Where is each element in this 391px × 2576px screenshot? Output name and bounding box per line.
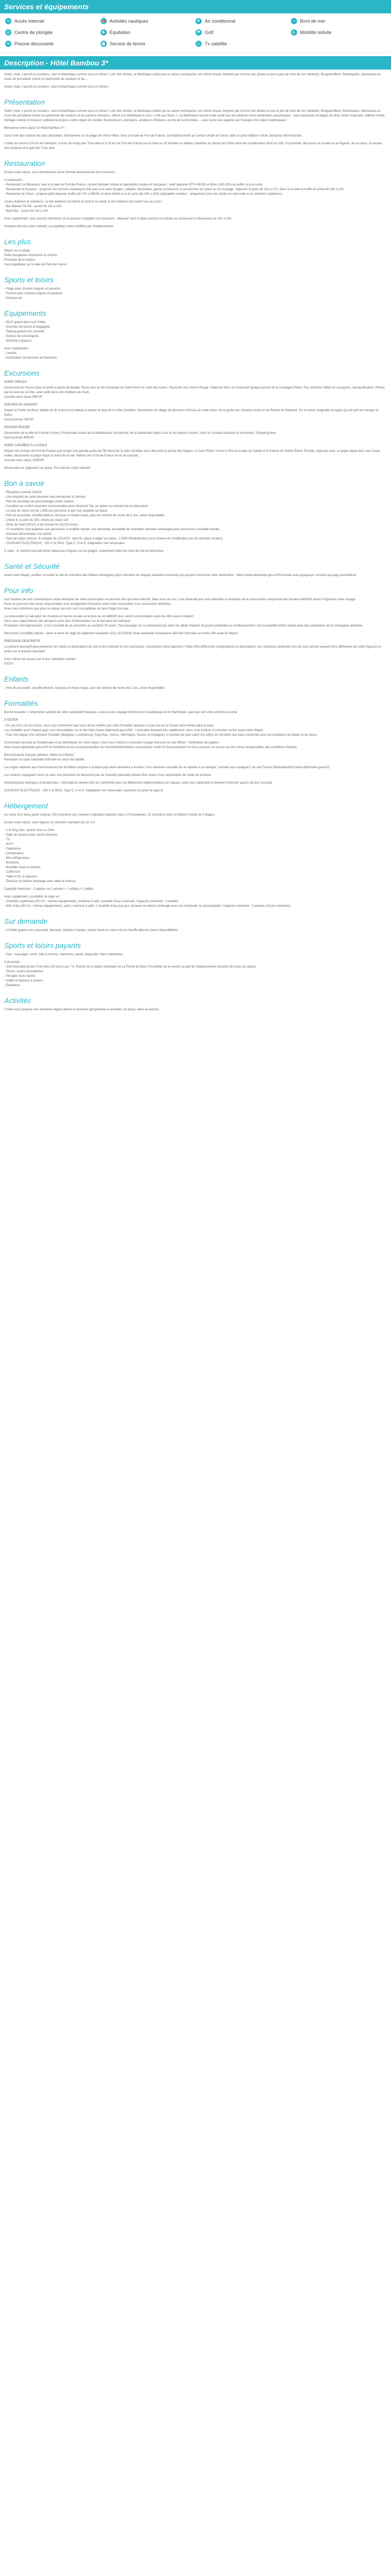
paragraph: Dans l'une des stations les plus attractives, directement sur la plage de l'Anse Mitan, face à la baie de Fort-de-France, cet établissement au confort simple et coloré, dans le pure tradition créole, fantaisies décontractée.: [4, 134, 302, 138]
paragraph: - Prêt de poussette, chauffe-biberon, berceau et chaise haute, pour les enfants de moins de 2 ans, selon disponibilité.: [4, 687, 166, 690]
section-title: Restauration: [4, 159, 45, 167]
paragraph: Réservation et règlement sur place. Prix donnés à titre indicatif.: [4, 467, 91, 470]
paragraph: Départ la Pointe du Bout, balade de 3h à bord d'un bateau à moteur le long de la Côte Caraïbes. Découverte du village de pêcheurs d'Anses-au-voile-Noire, de la grotte aux chauves-souris et du Rocher du Diamant. Sur le retour, baignade au lagon (jus de grill de mangue et fruits). Demi-journée 75EUR: [4, 409, 379, 421]
pool-icon: ≋: [5, 41, 11, 47]
amenity-label: Tv satellite: [205, 41, 227, 46]
paragraph: L'hôtel se trouve à 20 km de l'aéroport, à 4 km du bourg des Trois-Ilets et à 32 km de Fort-de-France par la route ou 30 minutes en bateau (navettes au départ de l'hôtel entre les coordonnées 6h30 et 22h). À proximité, découvrez le musée de la Pagerie, de la canne, la savane des esclaves et le golf des Trois Ilets.: [4, 142, 382, 150]
intro-paragraph: Soleil, mule, li punch et cocotiers, voici la Martinique comme vous en rêviez ! Loin des clichés, la Martinique séduit par sa nature verdoyante, son climat chaud, tempéré par la brise des alizées et par la joie de vivre de ses habitants. Bougainvilliers, flamboyants, allamandas et roses de porcelaine créent un patchwork de couleurs et de ...: [4, 73, 381, 81]
subsection-title: ROCHER DU DIAMANT: [4, 403, 38, 406]
paragraph: Avant votre départ, veuillez consulter le site du ministère des Affaires étrangères pour connaître les risques sanitaires éventuels qui peuvent concerner votre destination : https://www.diplomatie.gouv.fr/fr/conseils-aux-voyageurs/ conseils-par-pays-destination/: [4, 574, 356, 577]
paragraph: - En cas d'un vol non inclus, vous vous informerez que vous devez vérifier que votre formalité sanitaire n'a pas lieu et se trouve votre entrée dans le pays. Les modalités pour chaque pays sont consultables sur le site https://www.diplomatie.gouv.fr/fr/ : L'actualité évoluant très rapidement, nous vous invitons à consulter ce lien avant votre départ. - Pour tout départ d'un aéroport frontalier (Belgique, Luxembourg, Pays-Bas, Suisse, Allemagne, Suisse ou Espagne), il convient de faire valoir vos effets du ministère des pays concernés pour les conditions de départ et de retour.: [4, 724, 318, 737]
amenity-label: Activités nautiques: [109, 19, 149, 24]
amenity-label: Piscine découverte: [14, 41, 54, 46]
paragraph: Votre séjour est assuré par le tour opérateur suivant : EXOTI: [4, 658, 77, 666]
description-content: [0, 70, 391, 1012]
diving-icon: ◎: [5, 29, 11, 36]
paragraph: Horaires donnés à titre indicatif, susceptibles d'être modifiés par l'établissement.: [4, 225, 114, 228]
subsection-title: SENTIER ÉPICÉE: [4, 426, 30, 429]
description-header: Description - Hôtel Bambou 3*: [0, 56, 391, 70]
paragraph: Séjour sur la plage Petits bungalows charmants et colorés Proximité de la marina Vue magnifique sur la baie de Fort-de-France: [4, 249, 67, 266]
amenity-label: Service de tennis: [109, 41, 145, 46]
amenity-item: [196, 18, 291, 25]
amenity-item: [101, 29, 196, 36]
section-title: Pour info: [4, 586, 34, 595]
amenity-item: [291, 18, 386, 25]
paragraph: 2 restaurants : - Restaurant Le Boukarou, face à la baie de Fort-de-France, cuisine familiale simple et spécialités créoles et françaises : petit déjeuner (07h-09h30) et dîner (19h-22h) au buffet ou à la carte. - Restaurant le Kanaoa* : proposé une formule snacking le midi avec à la carte burgers, salades, brochettes, glaces et boissons à consommer sur place ou sur la plage : déjeuner et plats de 12h à 17h, dîner à la carte et buffet et soirée de 19h à 22h. - Restaurant le Citron : propose petit-déjeuner buffet (de 07h à 09h30) et dîner buffet ou à la carte (de 19h à 22h) (spécialités créoles) : uniquement pour les clients en mini-suite et en chambre supérieure.: [4, 179, 345, 196]
section-title: Enfants: [4, 675, 29, 683]
paragraph: Départ vers la baie de Fort-de-France puis longer une grande partie de l'Île Nord par la côte Caraïbes pour découvrir la pointe des Nègres, la Case Pilote, l'Anse à l'Âne et la baie du Carbet et la Poterie de Sainte-Pierre. Ensuite, déjeuner avec un pique-nique dans une crique isolée, découverte et pique-nique au bord de la mer. Retour vers Fort-de-France en fin de journée. Journée avec repas 120EUR: [4, 450, 380, 462]
wheelchair-icon: ♿: [291, 29, 297, 36]
paragraph: COURANT ÉLECTRIQUE : 230 V et 50Hz. Type C, D et E. Adaptateur non nécessaire sauf pour les prise de type D.: [4, 789, 164, 792]
paragraph: - 1 lit King Size, Queen Size ou Twin. - Salle de douche avec sèche-cheveux. - TV. - Wi-Fi. - Téléphone. - Climatisation. - Mini-réfrigérateur. - Bouilloire. - Bouteille d'eau à l'arrivée. - Coffre-fort. - Table et lits à repasser. - Terrasse ou balcon aménagé avec table et chaises.: [4, 829, 77, 883]
amenity-item: [101, 18, 196, 25]
paragraph: Bienvenue votre séjour à l'Hôtel Bambou 3* !: [4, 127, 66, 130]
horse-icon: ♞: [101, 29, 107, 36]
paragraph: Concernant l'accueil au Guadeloupe et au Martinique sur votre séjour, nous vous invitons à consulter la page d'accueil du site officiel : Vérification de papiers. https://www.diplomatie.gouv.fr/fr/ le ministère et ses nouveaux/quelles du ministère/informations coronavirus/ covid-19 Gouvernement ne nous pouvons en aucun cas être tenus responsables des conditions d'entrée.: [4, 741, 298, 749]
boat-icon: ⛵: [101, 19, 106, 23]
amenity-item: [5, 29, 101, 36]
amenity-label: Centre de plongée: [14, 30, 53, 35]
subsection-title: À NOTER: [4, 719, 18, 722]
paragraph: Découverte de la ville de Fort-de-France. Promenade autour de la bibliothèque Schoelcher, de la cathédrale Saint-Louis et du marché couvert, riche en couleurs parfums et rencontres. Shopping libre. Demi-journée 46EUR: [4, 432, 277, 439]
amenity-item: [196, 40, 291, 47]
paragraph: Les mineurs voyageant seuls ou avec une personne ne disposant pas de l'autorité parentale doivent être munis d'une autorisation de sortie de territoire.: [4, 774, 212, 777]
paragraph: Soleil, mule, li punch et cocotiers, voici la Martinique comme vous en rêviez ! Loin des clichés, la Martinique séduit par sa nature verdoyante, son climat chaud, tempéré par la brise des alizées et par la joie de vivre de ses habitants. Bougainvilliers, flamboyants, allamandas et roses de porcelaine créent un patchwork de couleurs et de parfums enivrants, offrant à la Martinique le nom « d'île aux fleurs ». La Martinique réussit à elle seule tous les attributs d'une destination paradisiaque : eaux turquoises et plages de rêve, forêts tropicales, folklore créole, héritage culturel et douceur caribéenne propre à cette région du monde. Randonneurs, plongeurs, amateurs d'histoire, accros de la bronzette..., vous serez tous gagnés par l'énergie d'un séjour martiniquais !: [4, 110, 385, 122]
tennis-icon: ●: [101, 41, 107, 47]
paragraph: La convocation à l'aéroport, les horaires et heures locales et le plan de vol définitif vous seront communiqués dans les 48h avant le départ. Vous vous rapprocherez des aéroports pour plus d'informations sur le transport de l'aéroport. Procédure d'enregistrement : il est conseillé de se présenter au comptoir 3h avant. Tout passager ne se présentant pas dans les délais impartis ne pourra prétendre au remboursement. Vol susceptible d'être réalisé avec des partenaires de la compagnie aérienne.: [4, 615, 363, 628]
paragraph: Le présent descriptif peut présenter les hôtels et destinations de sont à titre indicatif et non contractuel. Concernant votre logement, l'hôtel offre différentes configurations et décorations. Les chambres attribuées lors de votre arrivée peuvent être différentes de celles figurant en photo sur le présent descriptif.: [4, 646, 381, 653]
section-title: Les plus: [4, 238, 31, 246]
intro-paragraph: Soleil, mule, li punch et cocotiers, voici la Martinique comme vous en rêviez !: [4, 86, 109, 89]
paragraph: Au coeur d'un beau jardin tropical, 193 chambres aux couleurs tropicales réparties dans 173 bungalows, 21 chambres dans la Maison Créole de 2 étages.: [4, 814, 216, 817]
paragraph: - Plage avec chaises longues et parasols. - Piscine avec chaises longues et parasols. - Kiosque art.: [4, 287, 63, 300]
section-title: Excursions: [4, 369, 40, 377]
subsection-title: PRÉCISION DESCRIPTIF: [4, 640, 41, 643]
paragraph: 2 bars (intérieur et extérieur). Le bar extérieur est fermé le lundi et le mardi, le bar intérieur est ouvert tous les jours : - Bar Manian Tei Hé : ouvert de 11h à 22h. - Banli Bal : ouvert de 11h à 22h.: [4, 200, 164, 213]
intro: [4, 73, 387, 90]
paragraph: À noter : le marché pourrait entrer beaucoup d'algues sur les plages, notamment entre les mois de Mai et Décembre.: [4, 550, 165, 553]
paragraph: À proximité : - Golf international des Trois-Ilets (18 trous) par 7 £. Proche de la station balnéaire de La Pointe du Bout. Possibilité de se rendre au golf de l'établissement (location de clubs sur place). - Tennis, centre d'excellence. - Plongée sous-marine. - Voilier et bateaux à moteur. - Équitation.: [4, 961, 257, 987]
paragraph: Durant votre séjour, vous bénéficierez d'une formule demi-pension hors boissons.: [4, 171, 116, 174]
paragraph: - Réception ouverte 24h/24. - Une enquête de carte bancaire sera demandée à l'arrivée. - Prêt de serviettes de piscine/plage contre caution. - Condition de confort vivement recommandée pour découvrir l'île, en option au moment de la réservation. - La taxe de séjour est de 1,65€ par personne et par nuit, payable sur place. - Prêt de poussette, chauffe-biberon, berceau et chaise haute, pour les enfants de moins de 2 ans, selon disponibilité. - Check-in à partir de 15h, check-out avant 11h. - Dîner de Noël (24/12) et du Nouvel An (31/12) inclus. - 15 chambres sont adaptées aux personnes à mobilité réduite. Sur demande, possibilité de chambres standard aménagée pour personnes à mobilité réduite. - Animaux domestiques non admis. - Taxe de séjour incluse. À compter de 15/12/25 : taxe de séjour à régler sur place : 1,00EUR/adulte/nuit (sous réserve de modification par les autorités locales). - COURANT ÉLECTRIQUE : 230 V et 50Hz. Type C, D et E. Adaptateur non nécessaire.: [4, 491, 223, 545]
section-title: Sports et loisirs payants: [4, 941, 81, 950]
paragraph: Personnes à mobilité réduite : selon le texte de règle du règlement européen (EU) 1107/2006, toute demande d'assistance doit être formulée au moins 48h avant le départ.: [4, 632, 238, 635]
paragraph: - Lit bébé gratuit avec poussette, berceau, matelas à langer, chaise haute ou maxi-cosi et chauffe-biberon (selon disponibilités).: [4, 929, 179, 932]
paragraph: Avec supplément, vous pourrez bénéficier de la pension complète hors boissons : déjeuner servi à table (service en entrées au restaurant Le Boukarou) de 12h à 22h.: [4, 217, 232, 221]
amenities-grid: [0, 13, 391, 53]
amenity-label: Golf: [205, 30, 214, 35]
amenity-label: Bord de mer: [300, 19, 326, 24]
paragraph: Capacité maximum : 3 adultes ou 2 adultes + 1 enfant (+ 1 bébé).: [4, 888, 94, 891]
amenity-label: Mobilité réduite: [300, 30, 332, 35]
amenity-item: [5, 40, 101, 47]
paragraph: - Wi-Fi gratuit dans tout l'hôtel. - Douches de transit et bagagerie. - Parking gratuit non surveillé. - Service de conciergerie. - Machine à glaçons.: [4, 321, 51, 343]
subsection-title: NORD CARAÏBES À LA VOILE: [4, 444, 47, 447]
section-title: Hébergement: [4, 802, 48, 810]
paragraph: - Spa : massages, soins, bain à remous, hammam, sauna, baignade / bains balnéaires.: [4, 953, 124, 956]
services-header: Services et équipements: [0, 0, 391, 13]
section-title: Sur demande: [4, 917, 48, 925]
amenity-label: Air conditionné: [205, 19, 236, 24]
paragraph: Les règles relatives aux franchissement de frontières propres à chaque pays étant amenées à évoluer, il est vivement conseillé de se reporter à la rubrique "conseils aux voyageurs" du site France Diplomatie(http://www.diplomatie.gouv.fr/).: [4, 766, 331, 769]
subsection-title: NORD CRÉOLE: [4, 381, 27, 384]
section-title: Activités: [4, 996, 31, 1005]
wifi-icon: ≈: [5, 18, 11, 24]
golf-icon: ⚑: [196, 29, 202, 36]
snowflake-icon: ❄: [196, 18, 202, 24]
section-title: Formalités: [4, 699, 38, 707]
amenity-item: [291, 29, 386, 36]
section-title: Présentation: [4, 98, 45, 106]
paragraph: Durant votre séjour, vous logerez en chambre standard (de 32 m²) :: [4, 821, 97, 824]
section-title: Santé et Sécurité: [4, 562, 60, 570]
amenity-label: Accès Internet: [14, 19, 44, 24]
paragraph: Avec supplément, possibilité de loger en : - Chambre supérieure (25 m²) : mêmes équipements, machine à café, bouteille d'eau à l'arrivée. Capacité maximum : 2 adultes - Mini-Suite (40 m²) : mêmes équipements, salon, machine à café, 1 bouteille d'eau par jour, terrasse ou balcon aménagé avec vue mer/jardin ou piscine/jardin. Capacité maximum : 2 adultes (18 ans minimum).: [4, 895, 291, 908]
amenity-item: [196, 29, 291, 36]
amenity-item: [5, 18, 101, 25]
paragraph: Bonne nouvelle ! L'empreinte carbone de votre nationalité française, vous pouvez voyager librement en Guadeloupe et en Martinique, quel que soit votre schéma vaccinal.: [4, 711, 238, 714]
amenity-item: [101, 40, 196, 47]
amenity-label: Équitation: [109, 30, 131, 35]
paragraph: Nos horaires de vols communiqués avant réception de votre convocation ne peuvent être qu'à titre indicatif. Dans tous les cas, il est impératif que vous attendiez la réception de la convocation comprenant les horaires définitifs avant d'organiser votre voyage. Nous ne pourrons être tenus responsables d'un changement d'horaires entre votre réservation et la convocation définitive. Nous vous informons que pour ce séjour, les vols sont susceptibles de faire l'objet d'escale.: [4, 598, 356, 611]
paragraph: L'hôtel vous propose une animation légère diurne et nocturne (programme à consulter sur place, selon la saison).: [4, 1008, 159, 1011]
section-title: Bon à savoir: [4, 479, 44, 487]
tv-icon: ▭: [196, 41, 202, 47]
paragraph: Avec supplément : - Laverie. - Distributeur de boissons et friandises.: [4, 347, 58, 360]
paragraph: Découverte du Sacré-Cœur et arrêt au jardin de Balata. Route vers le site historique de Saint-Pierre et visite des ruines. Poursuite vers Morne-Rouge. Déjeuner dans un restaurant typique proche de la montagne Pelée. Puis direction Vallée en cacaoyers, Ajoupa-Bouillon. Retour par la route de la Côte, avec arrêt dans une distillerie de rhum. Journée avec repas 96EUR: [4, 386, 385, 399]
paragraph: Ressortissants français (adultes, bébés et enfants) : Passeport ou carte nationale d'identité en cours de validité.: [4, 754, 85, 761]
paragraph: Ressortissants étrangers et binationaux : informations doivent être en conformité avec les différentes réglementations en vigueur, selon leur nationalité et doivent s'informer auprès de leur consulat.: [4, 782, 273, 785]
wave-icon: ~: [291, 18, 297, 24]
section-title: Equipements: [4, 309, 46, 317]
section-title: Sports et loisirs: [4, 276, 54, 284]
